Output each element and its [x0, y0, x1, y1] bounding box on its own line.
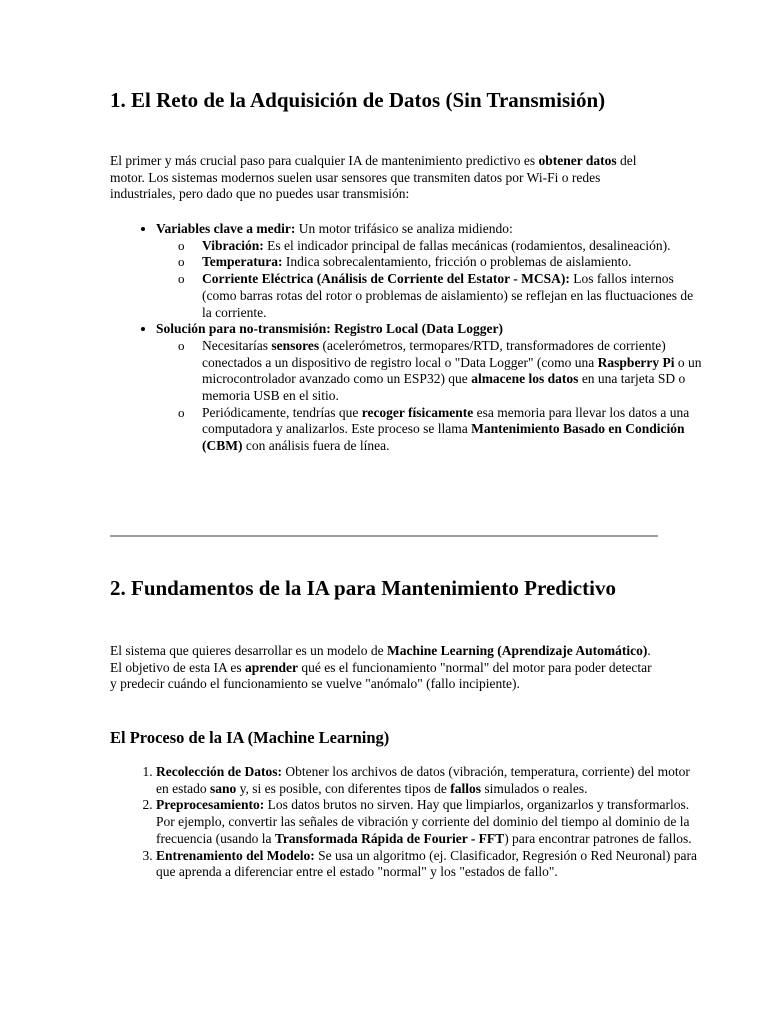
intro-text: El sistema que quieres desarrollar es un modelo de — [110, 643, 388, 658]
section-2-intro — [110, 643, 658, 693]
section-divider — [110, 535, 658, 537]
section-1-heading: 1. El Reto de la Adquisición de Datos (Sin Transmisión) — [110, 88, 606, 112]
sub-item-bold: almacene los datos — [471, 371, 579, 387]
list-item-variables — [156, 221, 704, 321]
step-label: Preprocesamiento: — [156, 797, 265, 813]
step-recoleccion — [156, 764, 704, 797]
sub-item-bold: Raspberry Pi — [597, 354, 675, 370]
sub-item-text: Necesitarías — [202, 337, 272, 353]
sub-item-text: en una tarjeta SD o memoria USB en el sitio. — [202, 371, 686, 404]
intro-text: qué es el funcionamiento "normal" del motor para poder detectar y predecir cuándo el funcionamiento se vuelve "anómalo" (fallo incipiente). — [110, 659, 652, 692]
intro-bold: aprender — [244, 659, 298, 675]
list-item-solucion — [156, 321, 704, 455]
sub-item-text: Los fallos internos (como barras rotas del rotor o problemas de aislamiento) se reflejan en las fluctuaciones de la corriente. — [202, 271, 694, 320]
step-label: Recolección de Datos: — [156, 764, 282, 779]
intro-text: El primer y más crucial paso para cualquier IA de mantenimiento predictivo es — [110, 153, 539, 168]
step-label: Entrenamiento del Modelo: — [156, 847, 315, 863]
process-steps-list — [110, 764, 704, 881]
solucion-sublist — [156, 338, 704, 455]
sub-item-label: Temperatura: — [202, 254, 283, 270]
item-text: Un motor trifásico se analiza midiendo: — [295, 221, 513, 236]
sub-item-text: o un microcontrolador avanzado como un ESP32) que — [202, 354, 702, 387]
sub-item-text: (acelerómetros, termopares/RTD, transformadores de corriente) conectados a un dispositivo de registro local o "Data Logger" (como una — [202, 337, 666, 370]
sub-item-text: Indica sobrecalentamiento, fricción o problemas de aislamiento. — [282, 254, 632, 270]
sub-item-label: Vibración: — [202, 237, 264, 253]
step-text: Se usa un algoritmo (ej. Clasificador, Regresión o Red Neuronal) para que aprenda a diferenciar entre el estado "normal" y los "estados de fallo". — [156, 847, 697, 880]
sub-item-bold: Mantenimiento Basado en Condición (CBM) — [202, 421, 685, 454]
sub-item-text: con análisis fuera de línea. — [242, 438, 390, 454]
sub-item-text: esa memoria para llevar los datos a una computadora y analizarlos. Este proceso se llama — [202, 404, 690, 437]
section-1-intro — [110, 153, 658, 203]
step-text: ) para encontrar patrones de fallos. — [504, 830, 692, 846]
section-1-list — [110, 221, 704, 455]
intro-text: del motor. Los sistemas modernos suelen usar sensores que transmiten datos por Wi-Fi o redes industriales, pero dado que no puedes usar transmisión: — [110, 153, 637, 202]
sub-item-label: Corriente Eléctrica (Análisis de Corriente del Estator - MCSA): — [202, 271, 570, 287]
sub-item-bold: recoger físicamente — [361, 404, 474, 420]
step-text: y, si es posible, con diferentes tipos de — [236, 780, 451, 796]
step-entrenamiento — [156, 848, 704, 881]
step-preprocesamiento — [156, 797, 704, 847]
intro-bold: obtener datos — [538, 153, 617, 168]
item-label: Variables clave a medir: — [156, 221, 296, 236]
section-2-heading: 2. Fundamentos de la IA para Mantenimiento Predictivo — [110, 576, 616, 600]
step-bold: Transformada Rápida de Fourier - FFT — [274, 830, 505, 846]
sub-item-sensores — [202, 338, 704, 405]
sub-item-corriente — [202, 271, 704, 321]
sub-item-temperatura — [202, 254, 704, 271]
sub-item-bold: sensores — [271, 337, 320, 353]
step-text: Los datos brutos no sirven. Hay que limpiarlos, organizarlos y transformarlos. Por ejemplo, convertir las señales de vibración y corriente del dominio del tiempo al dominio de la frecuencia (usando la — [156, 797, 690, 846]
sub-item-recoger — [202, 405, 704, 455]
sub-item-text: Es el indicador principal de fallas mecánicas (rodamientos, desalineación). — [263, 237, 671, 253]
sub-item-text: Periódicamente, tendrías que — [202, 404, 362, 420]
step-text: simulados o reales. — [480, 780, 588, 796]
sub-item-vibracion — [202, 238, 704, 255]
step-bold: sano — [209, 780, 237, 796]
step-text: Obtener los archivos de datos (vibración, temperatura, corriente) del motor en estado — [156, 764, 690, 796]
step-bold: fallos — [450, 780, 481, 796]
item-label: Solución para no-transmisión: Registro Local (Data Logger) — [156, 321, 503, 337]
process-subheading: El Proceso de la IA (Machine Learning) — [110, 728, 390, 747]
intro-bold: Machine Learning (Aprendizaje Automático) — [387, 643, 648, 658]
variables-sublist — [156, 238, 704, 322]
intro-text: . El objetivo de esta IA es — [110, 643, 651, 675]
